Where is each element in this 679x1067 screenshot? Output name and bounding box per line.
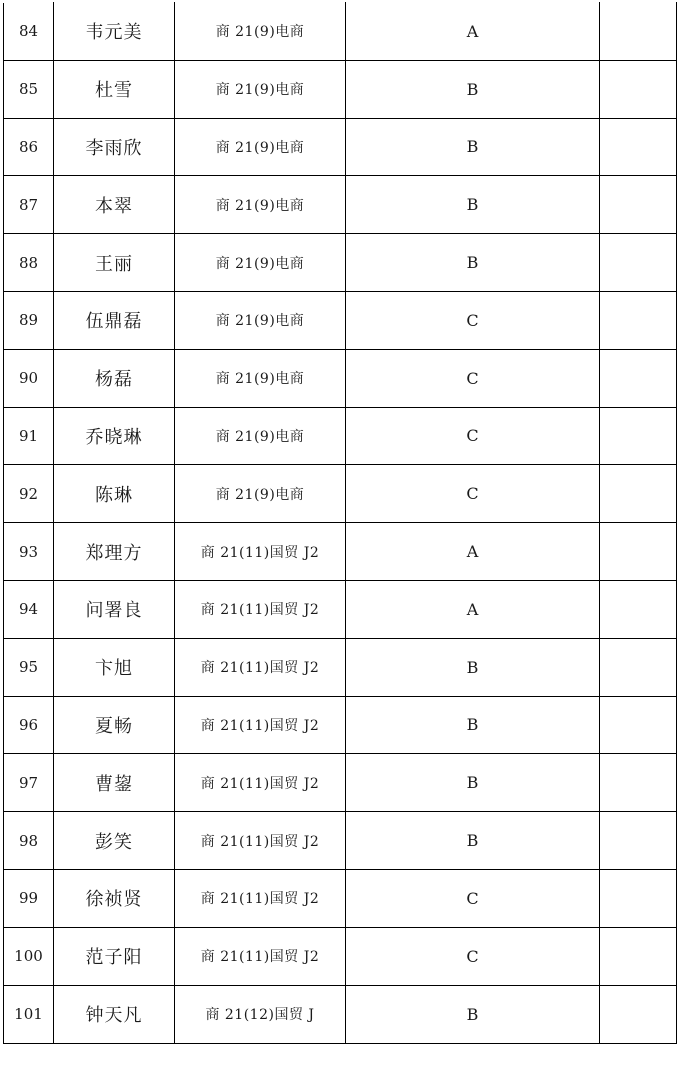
grade: B xyxy=(346,176,600,234)
grade: C xyxy=(346,291,600,349)
class-name: 商 21(12)国贸 J xyxy=(175,985,346,1044)
student-name: 本翠 xyxy=(54,176,175,234)
note-cell xyxy=(600,118,677,176)
grade: C xyxy=(346,407,600,465)
grade: A xyxy=(346,3,600,61)
student-name: 乔晓琳 xyxy=(54,407,175,465)
student-name: 李雨欣 xyxy=(54,118,175,176)
table-row xyxy=(4,869,677,927)
note-cell xyxy=(600,927,677,985)
table-row xyxy=(4,291,677,349)
table-row xyxy=(4,696,677,754)
class-name: 商 21(11)国贸 J2 xyxy=(175,580,346,638)
row-number: 97 xyxy=(4,754,54,812)
table-row xyxy=(4,754,677,812)
row-number: 89 xyxy=(4,291,54,349)
table-row xyxy=(4,523,677,581)
row-number: 87 xyxy=(4,176,54,234)
student-name: 曹鋆 xyxy=(54,754,175,812)
grade: B xyxy=(346,696,600,754)
note-cell xyxy=(600,3,677,61)
row-number: 101 xyxy=(4,985,54,1044)
table-row xyxy=(4,3,677,61)
class-name: 商 21(11)国贸 J2 xyxy=(175,812,346,870)
note-cell xyxy=(600,638,677,696)
table-row xyxy=(4,580,677,638)
note-cell xyxy=(600,869,677,927)
note-cell xyxy=(600,349,677,407)
grade: B xyxy=(346,234,600,292)
note-cell xyxy=(600,291,677,349)
grade: A xyxy=(346,580,600,638)
note-cell xyxy=(600,696,677,754)
student-name: 杜雪 xyxy=(54,60,175,118)
class-name: 商 21(9)电商 xyxy=(175,118,346,176)
table-row xyxy=(4,927,677,985)
table-row xyxy=(4,812,677,870)
class-name: 商 21(11)国贸 J2 xyxy=(175,927,346,985)
student-name: 王丽 xyxy=(54,234,175,292)
student-name: 夏畅 xyxy=(54,696,175,754)
table-body xyxy=(4,3,677,1044)
grade: B xyxy=(346,754,600,812)
table-row xyxy=(4,234,677,292)
grade: C xyxy=(346,869,600,927)
student-name: 卞旭 xyxy=(54,638,175,696)
row-number: 88 xyxy=(4,234,54,292)
class-name: 商 21(11)国贸 J2 xyxy=(175,869,346,927)
student-name: 陈琳 xyxy=(54,465,175,523)
note-cell xyxy=(600,754,677,812)
row-number: 85 xyxy=(4,60,54,118)
student-grade-table xyxy=(3,2,677,1044)
student-name: 彭笑 xyxy=(54,812,175,870)
row-number: 98 xyxy=(4,812,54,870)
class-name: 商 21(11)国贸 J2 xyxy=(175,523,346,581)
table-row xyxy=(4,407,677,465)
table-row xyxy=(4,349,677,407)
row-number: 96 xyxy=(4,696,54,754)
grade: B xyxy=(346,812,600,870)
student-name: 杨磊 xyxy=(54,349,175,407)
class-name: 商 21(9)电商 xyxy=(175,176,346,234)
grade: C xyxy=(346,927,600,985)
note-cell xyxy=(600,523,677,581)
grade: B xyxy=(346,985,600,1044)
grade: C xyxy=(346,465,600,523)
note-cell xyxy=(600,407,677,465)
class-name: 商 21(11)国贸 J2 xyxy=(175,638,346,696)
class-name: 商 21(9)电商 xyxy=(175,407,346,465)
class-name: 商 21(11)国贸 J2 xyxy=(175,696,346,754)
table-row xyxy=(4,60,677,118)
class-name: 商 21(11)国贸 J2 xyxy=(175,754,346,812)
class-name: 商 21(9)电商 xyxy=(175,60,346,118)
table-row xyxy=(4,118,677,176)
note-cell xyxy=(600,985,677,1044)
student-name: 范子阳 xyxy=(54,927,175,985)
table-row xyxy=(4,638,677,696)
row-number: 91 xyxy=(4,407,54,465)
student-name: 钟天凡 xyxy=(54,985,175,1044)
table-row xyxy=(4,465,677,523)
note-cell xyxy=(600,580,677,638)
student-name: 韦元美 xyxy=(54,3,175,61)
row-number: 86 xyxy=(4,118,54,176)
grade: B xyxy=(346,60,600,118)
class-name: 商 21(9)电商 xyxy=(175,465,346,523)
row-number: 95 xyxy=(4,638,54,696)
row-number: 93 xyxy=(4,523,54,581)
row-number: 92 xyxy=(4,465,54,523)
student-name: 郑理方 xyxy=(54,523,175,581)
grade: B xyxy=(346,638,600,696)
student-name: 徐祯贤 xyxy=(54,869,175,927)
row-number: 90 xyxy=(4,349,54,407)
grade: A xyxy=(346,523,600,581)
note-cell xyxy=(600,465,677,523)
grade: C xyxy=(346,349,600,407)
grade: B xyxy=(346,118,600,176)
class-name: 商 21(9)电商 xyxy=(175,3,346,61)
note-cell xyxy=(600,812,677,870)
row-number: 94 xyxy=(4,580,54,638)
table-row xyxy=(4,985,677,1044)
note-cell xyxy=(600,176,677,234)
table-row xyxy=(4,176,677,234)
student-name: 问署良 xyxy=(54,580,175,638)
note-cell xyxy=(600,234,677,292)
row-number: 99 xyxy=(4,869,54,927)
row-number: 84 xyxy=(4,3,54,61)
student-name: 伍鼎磊 xyxy=(54,291,175,349)
class-name: 商 21(9)电商 xyxy=(175,349,346,407)
class-name: 商 21(9)电商 xyxy=(175,234,346,292)
note-cell xyxy=(600,60,677,118)
row-number: 100 xyxy=(4,927,54,985)
class-name: 商 21(9)电商 xyxy=(175,291,346,349)
